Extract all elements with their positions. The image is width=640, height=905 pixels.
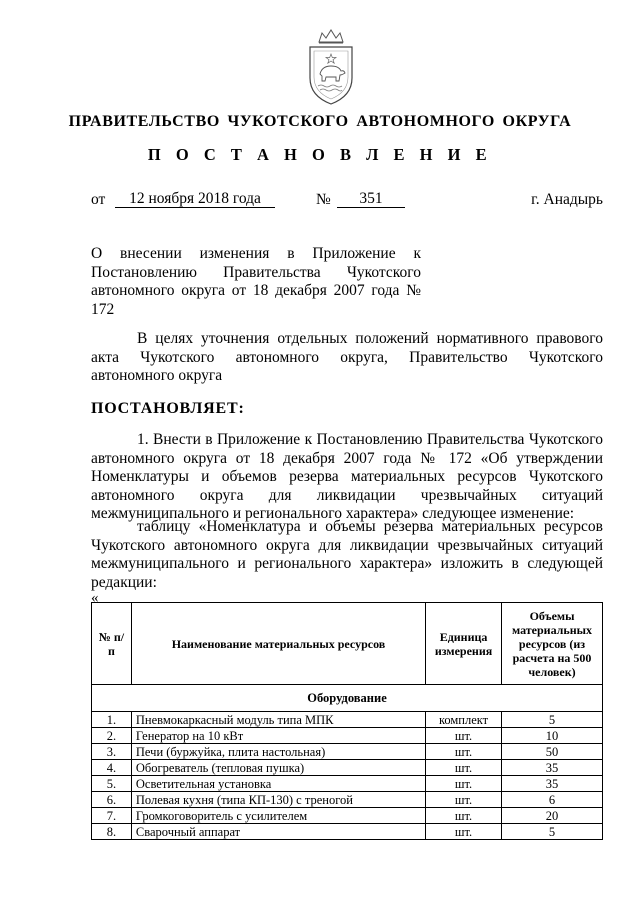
resources-table [91,602,603,840]
row-name: Сварочный аппарат [131,824,425,840]
table-row [92,808,603,824]
table-row [92,760,603,776]
row-num: 7. [92,808,132,824]
row-name: Осветительная установка [131,776,425,792]
row-unit: шт. [426,760,502,776]
section-row [92,685,603,712]
row-name: Обогреватель (тепловая пушка) [131,760,425,776]
header-unit: Единица измерения [426,603,502,685]
item1-paragraph: 1. Внести в Приложение к Постановлению Правительства Чукотского автономного округа от 18 декабря 2007 года № 172 «Об утверждении Номенклатуры и объемов резерва материальных ресурсов Чукотского автономного округа для ликвидации чрезвычайных ситуаций межмуниципального и регионального характера» следующее изменение: [91,431,603,522]
row-num: 8. [92,824,132,840]
row-volume: 20 [502,808,603,824]
row-volume: 50 [502,744,603,760]
row-unit: шт. [426,776,502,792]
row-unit: шт. [426,728,502,744]
table-row [92,744,603,760]
table-header-row [92,603,603,685]
coat-of-arms-emblem [302,28,360,106]
row-volume: 35 [502,760,603,776]
document-subject: О внесении изменения в Приложение к Постановлению Правительства Чукотского автономного округа от 18 декабря 2007 года № 172 [91,245,421,318]
row-volume: 6 [502,792,603,808]
row-volume: 10 [502,728,603,744]
table-row [92,792,603,808]
government-title: ПРАВИТЕЛЬСТВО ЧУКОТСКОГО АВТОНОМНОГО ОКРУГА [68,113,572,130]
row-volume: 35 [502,776,603,792]
row-num: 4. [92,760,132,776]
row-name: Печи (буржуйка, плита настольная) [131,744,425,760]
table-row [92,776,603,792]
row-num: 5. [92,776,132,792]
row-unit: шт. [426,808,502,824]
row-volume: 5 [502,824,603,840]
row-volume: 5 [502,712,603,728]
city: г. Анадырь [531,191,603,208]
row-name: Полевая кухня (типа КП-130) с треногой [131,792,425,808]
document-number: 351 [337,191,405,208]
resolve-heading: ПОСТАНОВЛЯЕТ: [91,400,245,417]
row-name: Пневмокаркасный модуль типа МПК [131,712,425,728]
number-sign: № [316,191,331,208]
row-unit: комплект [426,712,502,728]
table-row [92,824,603,840]
opening-quote: « [91,590,99,606]
row-name: Громкоговоритель с усилителем [131,808,425,824]
row-unit: шт. [426,744,502,760]
row-num: 1. [92,712,132,728]
row-num: 3. [92,744,132,760]
table-row [92,728,603,744]
row-name: Генератор на 10 кВт [131,728,425,744]
document-type: П О С Т А Н О В Л Е Н И Е [147,145,493,164]
row-unit: шт. [426,792,502,808]
dateline [91,191,603,211]
section-title: Оборудование [92,685,603,712]
document-date: 12 ноября 2018 года [115,191,275,208]
table-intro-paragraph: таблицу «Номенклатура и объемы резерва материальных ресурсов Чукотского автономного округа для ликвидации чрезвычайных ситуаций межмуниципального и регионального характера» изложить в следующей редакции: [91,518,603,591]
header-volume: Объемы материальных ресурсов (из расчета на 500 человек) [502,603,603,685]
row-unit: шт. [426,824,502,840]
header-num: № п/п [92,603,132,685]
row-num: 2. [92,728,132,744]
preamble-paragraph: В целях уточнения отдельных положений нормативного правового акта Чукотского автономного округа, Правительство Чукотского автономного округа [91,330,603,384]
table-row [92,712,603,728]
date-prefix: от [91,191,106,208]
row-num: 6. [92,792,132,808]
header-name: Наименование материальных ресурсов [131,603,425,685]
